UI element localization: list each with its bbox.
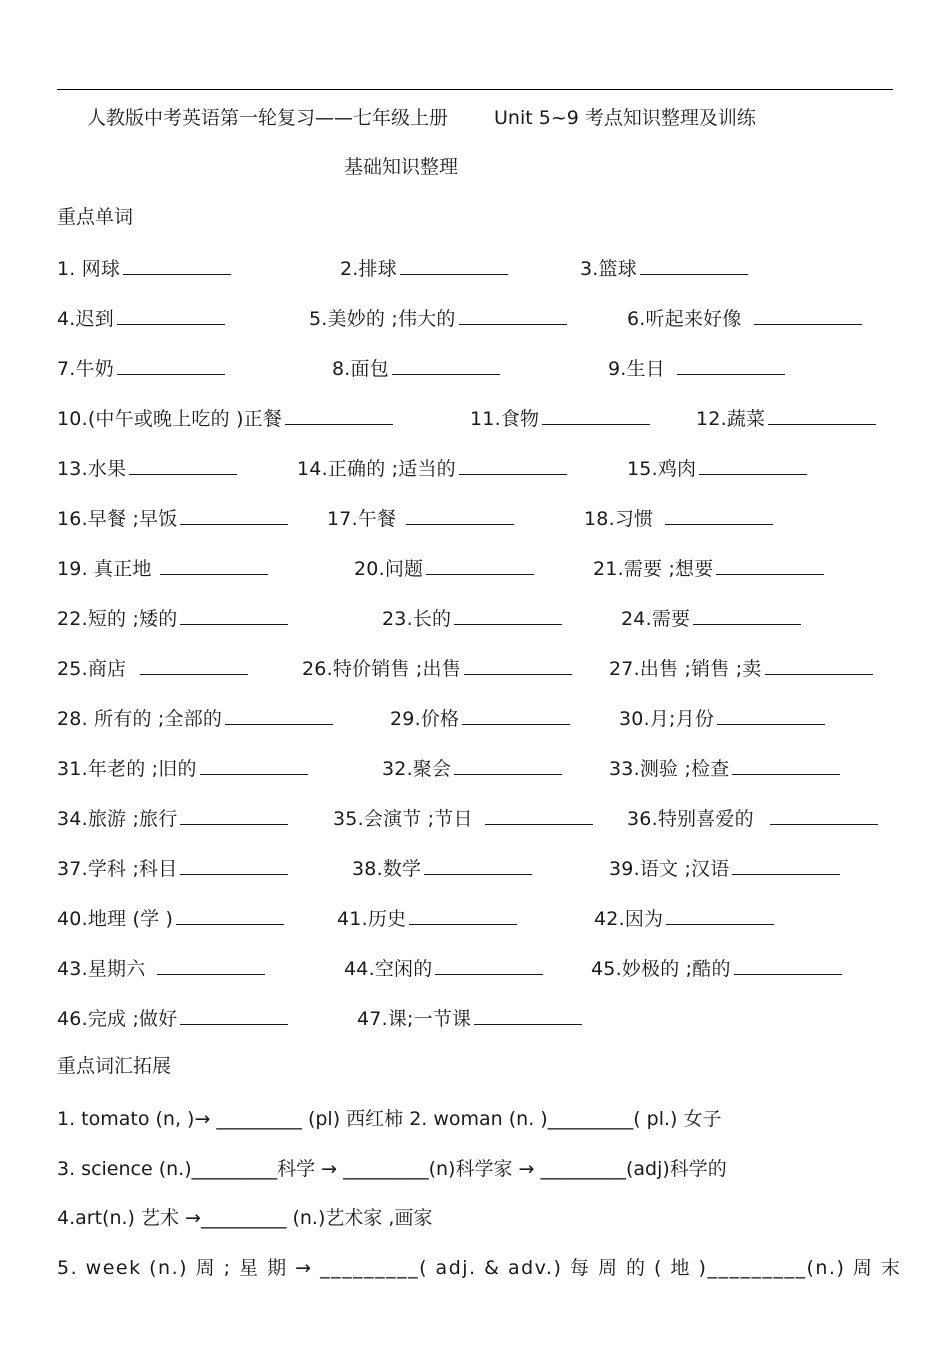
- vocab-item-label: 8.面包: [332, 358, 389, 380]
- vocab-row: [0, 554, 950, 584]
- answer-blank[interactable]: [717, 706, 825, 725]
- answer-blank[interactable]: [464, 656, 572, 675]
- vocab-item: [57, 1004, 288, 1031]
- answer-blank[interactable]: [180, 856, 288, 875]
- answer-blank[interactable]: [734, 956, 842, 975]
- answer-blank[interactable]: [542, 406, 650, 425]
- vocab-item-label: 2.排球: [340, 258, 397, 280]
- answer-blank[interactable]: [200, 756, 308, 775]
- vocab-item: [309, 304, 567, 331]
- vocab-item-label: 26.特价销售 ;出售: [302, 658, 461, 680]
- vocab-item: [591, 954, 842, 981]
- answer-blank[interactable]: [732, 856, 840, 875]
- vocab-item-label: 16.早餐 ;早饭: [57, 508, 178, 530]
- vocab-item-label: 3.篮球: [580, 258, 637, 280]
- vocab-item: [354, 554, 534, 581]
- vocab-item-label: 15.鸡肉: [627, 458, 697, 480]
- vocab-item: [627, 304, 862, 331]
- vocab-item: [57, 304, 225, 331]
- vocab-item: [327, 504, 514, 531]
- vocab-item: [627, 804, 878, 831]
- vocab-item-label: 30.月;月份: [619, 708, 715, 730]
- vocab-item-label: 17.午餐: [327, 508, 397, 530]
- vocab-item-label: 13.水果: [57, 458, 127, 480]
- answer-blank[interactable]: [699, 456, 807, 475]
- vocab-item: [332, 354, 500, 381]
- vocab-item-label: 12.蔬菜: [696, 408, 766, 430]
- answer-blank[interactable]: [462, 706, 570, 725]
- vocab-item: [627, 454, 807, 481]
- vocab-item-label: 9.生日: [608, 358, 665, 380]
- vocab-row: [0, 704, 950, 734]
- vocab-item-label: 38.数学: [352, 858, 422, 880]
- vocab-item-label: 4.迟到: [57, 308, 114, 330]
- vocab-row: [0, 854, 950, 884]
- vocab-item: [609, 854, 840, 881]
- title-unit: Unit 5~9 考点知识整理及训练: [494, 107, 756, 129]
- answer-blank[interactable]: [459, 306, 567, 325]
- vocab-item-label: 14.正确的 ;适当的: [297, 458, 456, 480]
- vocab-item: [584, 504, 773, 531]
- vocab-item: [352, 854, 532, 881]
- vocab-row: [0, 354, 950, 384]
- answer-blank[interactable]: [180, 806, 288, 825]
- vocab-item: [344, 954, 543, 981]
- vocab-item-label: 37.学科 ;科目: [57, 858, 178, 880]
- answer-blank[interactable]: [666, 906, 774, 925]
- answer-blank[interactable]: [768, 406, 876, 425]
- extension-section-heading: 重点词汇拓展: [57, 1055, 172, 1077]
- vocab-item-label: 42.因为: [594, 908, 664, 930]
- vocab-item: [696, 404, 876, 431]
- vocab-item-label: 20.问题: [354, 558, 424, 580]
- vocab-item: [333, 804, 593, 831]
- vocab-item: [57, 704, 333, 731]
- vocab-item-label: 1. 网球: [57, 258, 121, 280]
- vocab-item-label: 28. 所有的 ;全部的: [57, 708, 223, 730]
- answer-blank[interactable]: [454, 606, 562, 625]
- vocab-item-label: 19. 真正地: [57, 558, 152, 580]
- vocab-item-label: 24.需要: [621, 608, 691, 630]
- vocab-row: [0, 604, 950, 634]
- answer-blank[interactable]: [677, 356, 785, 375]
- vocab-item-label: 11.食物: [470, 408, 540, 430]
- vocab-item: [297, 454, 567, 481]
- vocab-row: [0, 954, 950, 984]
- vocab-item-label: 40.地理 (学 ): [57, 908, 174, 930]
- answer-blank[interactable]: [716, 556, 824, 575]
- answer-blank[interactable]: [117, 356, 225, 375]
- vocab-row: [0, 1004, 950, 1034]
- vocab-item-label: 47.课;一节课: [357, 1008, 472, 1030]
- vocab-item: [621, 604, 801, 631]
- extension-item: 5. week (n.) 周 ; 星 期 → _________( adj. & adv.) 每 周 的 ( 地 )_________(n.) 周 末: [57, 1257, 902, 1279]
- vocab-item: [57, 454, 237, 481]
- vocab-row: [0, 454, 950, 484]
- vocab-item: [57, 854, 288, 881]
- vocab-item: [57, 354, 225, 381]
- vocab-row: [0, 904, 950, 934]
- answer-blank[interactable]: [426, 556, 534, 575]
- vocab-item-label: 18.习惯: [584, 508, 654, 530]
- vocab-item-label: 36.特别喜爱的: [627, 808, 754, 830]
- answer-blank[interactable]: [424, 856, 532, 875]
- vocab-item: [580, 254, 748, 281]
- answer-blank[interactable]: [693, 606, 801, 625]
- vocab-item: [57, 404, 393, 431]
- document-title: [87, 103, 756, 130]
- answer-blank[interactable]: [435, 956, 543, 975]
- answer-blank[interactable]: [770, 806, 878, 825]
- answer-blank[interactable]: [765, 656, 873, 675]
- vocab-item: [57, 954, 265, 981]
- answer-blank[interactable]: [665, 506, 773, 525]
- vocab-item-label: 39.语文 ;汉语: [609, 858, 730, 880]
- vocab-item-label: 41.历史: [337, 908, 407, 930]
- vocab-row: [0, 404, 950, 434]
- vocab-item: [594, 904, 774, 931]
- vocab-item: [57, 904, 284, 931]
- answer-blank[interactable]: [754, 306, 862, 325]
- vocab-item: [57, 254, 231, 281]
- answer-blank[interactable]: [180, 506, 288, 525]
- answer-blank[interactable]: [129, 456, 237, 475]
- extension-item: 3. science (n.)_________科学 → _________(n)科学家 → _________(adj)科学的: [57, 1158, 727, 1180]
- vocab-item-label: 35.会演节 ;节日: [333, 808, 473, 830]
- vocab-item: [390, 704, 570, 731]
- vocab-item-label: 21.需要 ;想要: [593, 558, 714, 580]
- vocab-item-label: 46.完成 ;做好: [57, 1008, 178, 1030]
- document-subtitle: 基础知识整理: [344, 156, 459, 178]
- vocab-item-label: 23.长的: [382, 608, 452, 630]
- answer-blank[interactable]: [485, 806, 593, 825]
- vocab-item-label: 10.(中午或晚上吃的 )正餐: [57, 408, 283, 430]
- title-text: 人教版中考英语第一轮复习——七年级上册: [87, 107, 449, 129]
- vocab-item: [57, 504, 288, 531]
- vocab-item: [609, 654, 873, 681]
- answer-blank[interactable]: [180, 1006, 288, 1025]
- vocab-item: [337, 904, 517, 931]
- vocab-item-label: 32.聚会: [382, 758, 452, 780]
- answer-blank[interactable]: [732, 756, 840, 775]
- answer-blank[interactable]: [454, 756, 562, 775]
- answer-blank[interactable]: [406, 506, 514, 525]
- vocab-item: [619, 704, 825, 731]
- vocab-item: [302, 654, 572, 681]
- vocab-item: [57, 754, 308, 781]
- vocab-item: [382, 604, 562, 631]
- vocab-item-label: 31.年老的 ;旧的: [57, 758, 197, 780]
- vocab-item: [57, 604, 288, 631]
- answer-blank[interactable]: [180, 606, 288, 625]
- answer-blank[interactable]: [123, 256, 231, 275]
- answer-blank[interactable]: [176, 906, 284, 925]
- vocab-item-label: 5.美妙的 ;伟大的: [309, 308, 456, 330]
- answer-blank[interactable]: [140, 656, 248, 675]
- vocab-section-heading: 重点单词: [57, 206, 134, 228]
- answer-blank[interactable]: [409, 906, 517, 925]
- top-rule: [57, 89, 893, 90]
- vocab-item: [609, 754, 840, 781]
- vocab-item: [340, 254, 508, 281]
- vocab-item: [593, 554, 824, 581]
- vocab-item-label: 43.星期六: [57, 958, 146, 980]
- vocab-item-label: 33.测验 ;检查: [609, 758, 730, 780]
- vocab-row: [0, 654, 950, 684]
- vocab-row: [0, 504, 950, 534]
- answer-blank[interactable]: [225, 706, 333, 725]
- answer-blank[interactable]: [400, 256, 508, 275]
- vocab-item-label: 25.商店: [57, 658, 127, 680]
- answer-blank[interactable]: [157, 956, 265, 975]
- answer-blank[interactable]: [392, 356, 500, 375]
- answer-blank[interactable]: [160, 556, 268, 575]
- vocab-item-label: 22.短的 ;矮的: [57, 608, 178, 630]
- vocab-item: [382, 754, 562, 781]
- vocab-row: [0, 804, 950, 834]
- vocab-item: [357, 1004, 582, 1031]
- extension-item: 1. tomato (n, )→ _________ (pl) 西红柿 2. woman (n. )_________( pl.) 女子: [57, 1108, 722, 1130]
- answer-blank[interactable]: [459, 456, 567, 475]
- vocab-item: [57, 554, 268, 581]
- vocab-item-label: 34.旅游 ;旅行: [57, 808, 178, 830]
- vocab-item-label: 27.出售 ;销售 ;卖: [609, 658, 762, 680]
- vocab-item: [57, 654, 248, 681]
- vocab-item: [470, 404, 650, 431]
- answer-blank[interactable]: [640, 256, 748, 275]
- vocab-item-label: 45.妙极的 ;酷的: [591, 958, 731, 980]
- answer-blank[interactable]: [117, 306, 225, 325]
- vocab-row: [0, 304, 950, 334]
- vocab-item-label: 44.空闲的: [344, 958, 433, 980]
- answer-blank[interactable]: [474, 1006, 582, 1025]
- vocab-item-label: 29.价格: [390, 708, 460, 730]
- vocab-row: [0, 254, 950, 284]
- vocab-item-label: 6.听起来好像: [627, 308, 742, 330]
- vocab-item: [57, 804, 288, 831]
- vocab-item-label: 7.牛奶: [57, 358, 114, 380]
- answer-blank[interactable]: [285, 406, 393, 425]
- vocab-row: [0, 754, 950, 784]
- vocab-item: [608, 354, 785, 381]
- extension-item: 4.art(n.) 艺术 →_________ (n.)艺术家 ,画家: [57, 1207, 433, 1229]
